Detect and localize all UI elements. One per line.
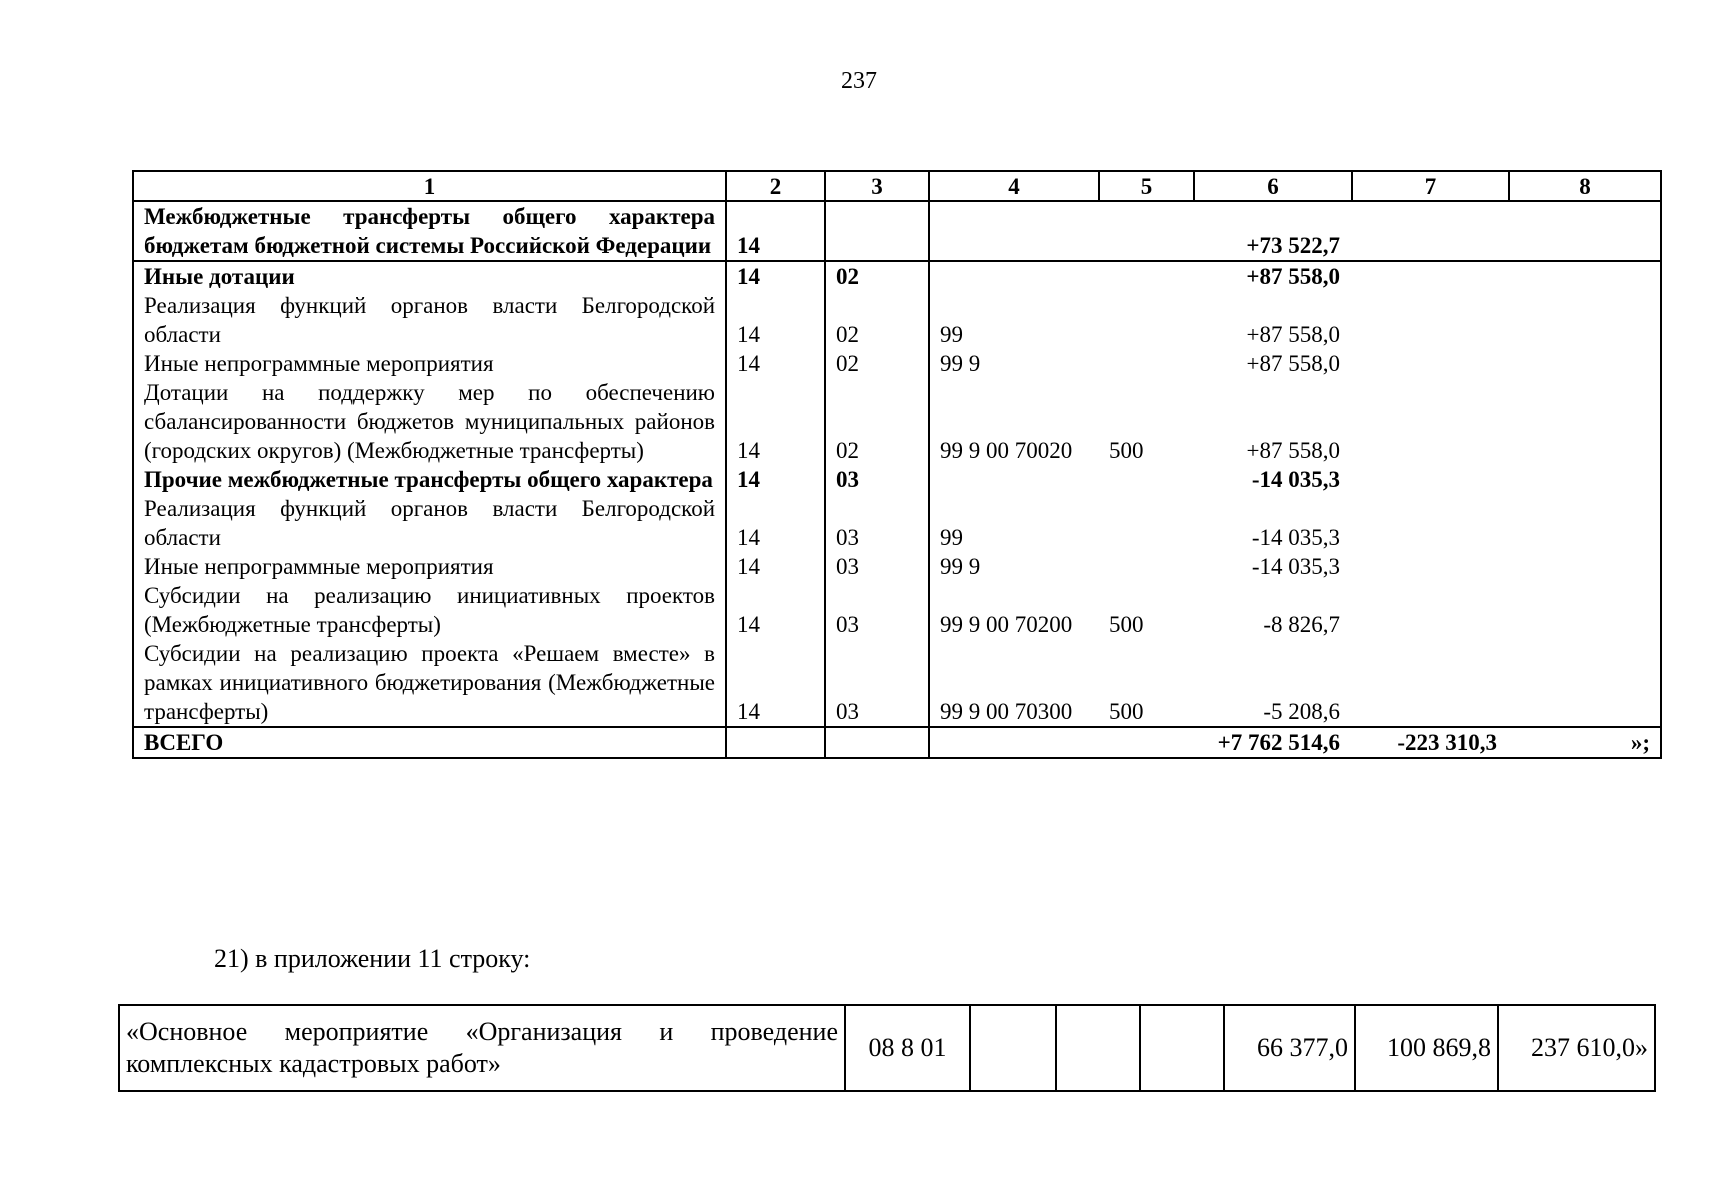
row-target: 99 9 <box>929 349 1099 378</box>
table-row <box>133 581 1661 639</box>
row-amount: +87 558,0 <box>1246 438 1340 463</box>
row-value-3: 237 610,0» <box>1498 1005 1655 1091</box>
row-section: 14 <box>726 639 825 727</box>
row-amount: -5 208,6 <box>1263 699 1340 724</box>
table-row <box>119 1005 1655 1091</box>
table-row <box>133 494 1661 552</box>
row-name: Субсидии на реализацию инициативных проектов (Межбюджетные трансферты) <box>133 581 726 639</box>
row-value-1: 66 377,0 <box>1224 1005 1355 1091</box>
header-col-8: 8 <box>1509 171 1661 201</box>
total-type <box>1099 727 1194 758</box>
row-subsection: 03 <box>825 639 929 727</box>
row-col7 <box>1352 552 1509 581</box>
row-name: Иные непрограммные мероприятия <box>133 349 726 378</box>
row-section: 14 <box>726 349 825 378</box>
row-type: 500 <box>1109 699 1144 724</box>
row-target <box>929 465 1099 494</box>
row-code: 08 8 01 <box>845 1005 970 1091</box>
row-name: Иные непрограммные мероприятия <box>133 552 726 581</box>
row-col7 <box>1352 378 1509 465</box>
row-col8 <box>1509 639 1661 727</box>
row-col8 <box>1509 378 1661 465</box>
page-number: 237 <box>841 68 877 94</box>
header-col-3: 3 <box>825 171 929 201</box>
row-subsection: 03 <box>825 552 929 581</box>
total-subsection <box>825 727 929 758</box>
row-section: 14 <box>726 465 825 494</box>
row-target: 99 <box>929 494 1099 552</box>
header-row <box>133 171 1661 201</box>
row-section: 14 <box>726 201 825 261</box>
row-target: 99 9 00 70200 <box>929 581 1099 639</box>
total-amount: +7 762 514,6 <box>1194 727 1352 758</box>
total-target <box>929 727 1099 758</box>
row-col7 <box>1352 261 1509 291</box>
row-type <box>1099 261 1194 291</box>
row-amount: -14 035,3 <box>1251 467 1340 492</box>
row-subsection: 03 <box>825 494 929 552</box>
table-row <box>133 291 1661 349</box>
table-row <box>133 261 1661 291</box>
table-row <box>133 349 1661 378</box>
row-target: 99 9 <box>929 552 1099 581</box>
row-col8 <box>1509 349 1661 378</box>
row-subsection: 02 <box>825 378 929 465</box>
row-target: 99 <box>929 291 1099 349</box>
row-amount: +87 558,0 <box>1246 351 1340 376</box>
row-col7 <box>1352 581 1509 639</box>
row-name: Дотации на поддержку мер по обеспечению сбалансированности бюджетов муниципальных районов (городских округов) (Межбюджетные трансферты) <box>133 378 726 465</box>
row-col7 <box>1352 201 1509 261</box>
header-col-2: 2 <box>726 171 825 201</box>
row-section: 14 <box>726 378 825 465</box>
header-col-5: 5 <box>1099 171 1194 201</box>
header-col-7: 7 <box>1352 171 1509 201</box>
total-end-mark: »; <box>1509 727 1661 758</box>
total-label: ВСЕГО <box>133 727 726 758</box>
budget-table <box>132 170 1662 759</box>
row-name: Реализация функций органов власти Белгородской области <box>133 291 726 349</box>
row-type <box>1099 465 1194 494</box>
row-target: 99 9 00 70020 <box>929 378 1099 465</box>
row-col7 <box>1352 349 1509 378</box>
row-name: Субсидии на реализацию проекта «Решаем вместе» в рамках инициативного бюджетирования (Межбюджетные трансферты) <box>133 639 726 727</box>
row-type: 500 <box>1109 438 1144 463</box>
total-section <box>726 727 825 758</box>
row-section: 14 <box>726 494 825 552</box>
row-section: 14 <box>726 261 825 291</box>
row-col8 <box>1509 494 1661 552</box>
row-section: 14 <box>726 291 825 349</box>
row-col3 <box>970 1005 1056 1091</box>
total-row <box>133 727 1661 758</box>
row-subsection: 03 <box>825 465 929 494</box>
row-amount: -14 035,3 <box>1251 525 1340 550</box>
total-col7: -223 310,3 <box>1352 727 1509 758</box>
row-subsection: 02 <box>825 291 929 349</box>
row-name: «Основное мероприятие «Организация и проведение комплексных кадастровых работ» <box>119 1005 845 1091</box>
row-name: Реализация функций органов власти Белгородской области <box>133 494 726 552</box>
header-col-1: 1 <box>133 171 726 201</box>
row-type <box>1099 291 1194 349</box>
row-amount: +87 558,0 <box>1194 261 1352 291</box>
row-col8 <box>1509 581 1661 639</box>
row-name: Межбюджетные трансферты общего характера бюджетам бюджетной системы Российской Федерации <box>133 201 726 261</box>
row-value-2: 100 869,8 <box>1355 1005 1498 1091</box>
row-type: 500 <box>1109 612 1144 637</box>
row-type <box>1099 201 1194 261</box>
row-name: Прочие межбюджетные трансферты общего характера <box>133 465 726 494</box>
row-col8 <box>1509 465 1661 494</box>
row-target <box>929 201 1099 261</box>
row-col5 <box>1140 1005 1224 1091</box>
row-section: 14 <box>726 581 825 639</box>
appendix-table <box>118 1004 1656 1092</box>
row-col8 <box>1509 201 1661 261</box>
row-amount: -14 035,3 <box>1251 554 1340 579</box>
row-col4 <box>1056 1005 1140 1091</box>
row-subsection: 03 <box>825 581 929 639</box>
table-row <box>133 378 1661 465</box>
row-amount: +87 558,0 <box>1246 322 1340 347</box>
row-type <box>1099 349 1194 378</box>
row-col7 <box>1352 639 1509 727</box>
row-target <box>929 261 1099 291</box>
row-name: Иные дотации <box>133 261 726 291</box>
row-col7 <box>1352 494 1509 552</box>
header-col-6: 6 <box>1194 171 1352 201</box>
table-row <box>133 639 1661 727</box>
row-section: 14 <box>726 552 825 581</box>
row-type <box>1099 552 1194 581</box>
row-col7 <box>1352 465 1509 494</box>
row-amount: -8 826,7 <box>1263 612 1340 637</box>
row-col8 <box>1509 552 1661 581</box>
instruction-text: 21) в приложении 11 строку: <box>214 944 531 973</box>
row-subsection: 02 <box>825 349 929 378</box>
header-col-4: 4 <box>929 171 1099 201</box>
table-row <box>133 201 1661 261</box>
table-row <box>133 465 1661 494</box>
table-row <box>133 552 1661 581</box>
row-amount: +73 522,7 <box>1246 233 1340 258</box>
row-target: 99 9 00 70300 <box>929 639 1099 727</box>
row-col8 <box>1509 291 1661 349</box>
row-subsection <box>825 201 929 261</box>
row-type <box>1099 494 1194 552</box>
row-col7 <box>1352 291 1509 349</box>
row-subsection: 02 <box>825 261 929 291</box>
row-col8 <box>1509 261 1661 291</box>
